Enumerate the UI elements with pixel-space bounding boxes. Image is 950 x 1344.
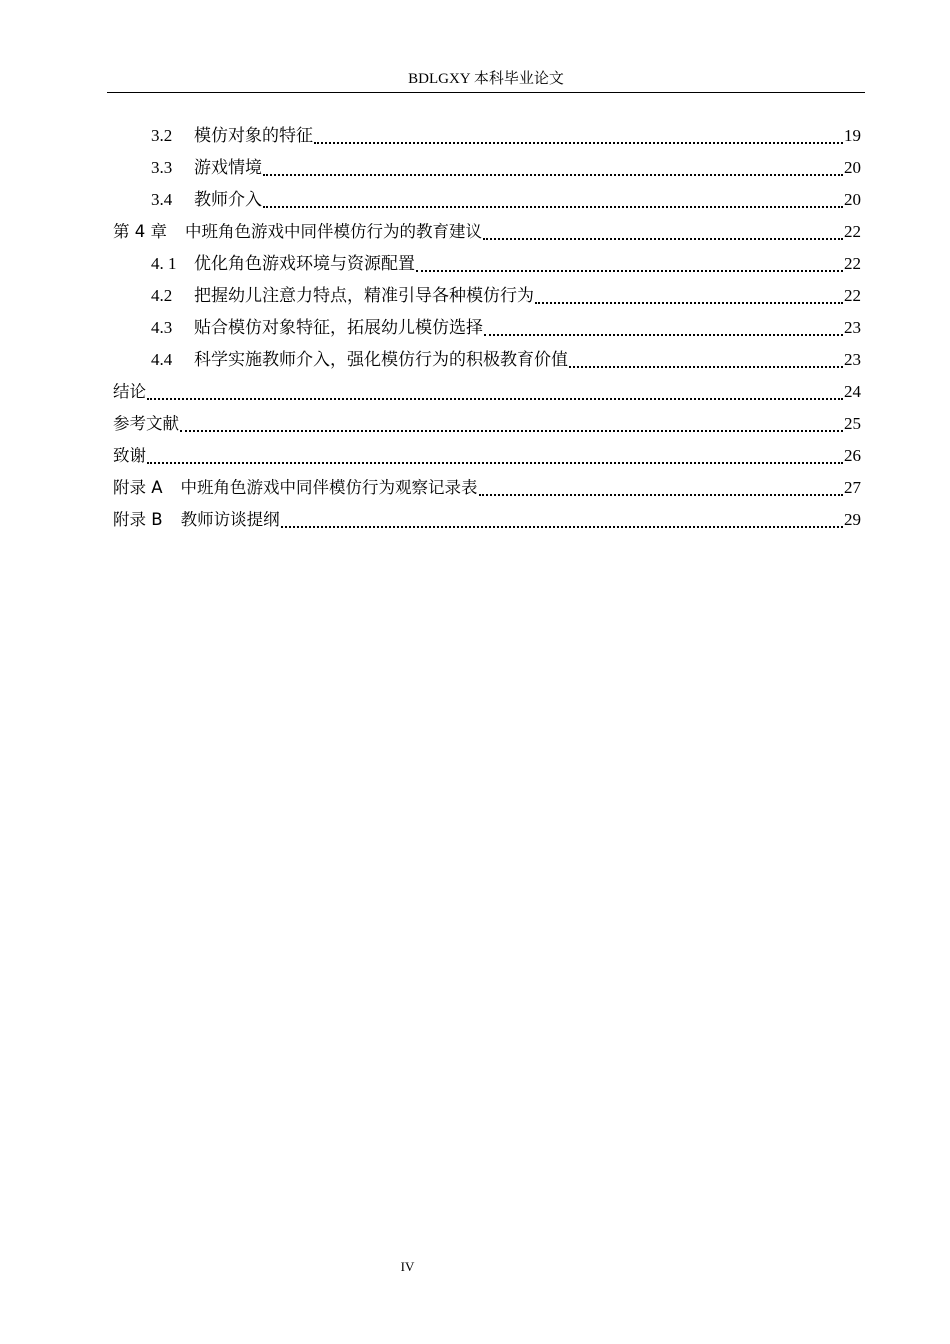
toc-entry-number: 4.4 (151, 350, 173, 369)
toc-entry-number: 4. 1 (151, 254, 177, 273)
toc-entry-title: 模仿对象的特征 (194, 126, 313, 145)
toc-entry-page: 22 (844, 222, 861, 241)
toc-entry[interactable] (113, 341, 861, 373)
toc-entry-page: 22 (844, 254, 861, 273)
footer-page-number: IV (400, 1259, 415, 1274)
toc-entry-title: 贴合模仿对象特征，拓展幼儿模仿选择 (194, 318, 483, 337)
toc-entry-page: 27 (844, 478, 861, 497)
toc-entry-title: 致谢 (113, 446, 146, 465)
toc-entry-page: 22 (844, 286, 861, 305)
toc-chapter-entry[interactable] (113, 469, 861, 501)
toc-entry-title: 教师访谈提纲 (180, 510, 280, 529)
toc-entry-page: 24 (844, 382, 861, 401)
page-header (107, 66, 865, 93)
toc-entry[interactable] (113, 181, 861, 213)
toc-entry-title: 结论 (113, 382, 146, 401)
toc-dot-leader (479, 480, 843, 496)
toc-entry-number: 附录 A (113, 478, 163, 497)
toc-entry-title: 把握幼儿注意力特点，精准引导各种模仿行为 (194, 286, 534, 305)
toc-entry-number: 3.3 (151, 158, 173, 177)
toc-dot-leader (147, 448, 843, 464)
toc-entry[interactable] (113, 117, 861, 149)
toc-entry[interactable] (113, 245, 861, 277)
toc-entry[interactable] (113, 149, 861, 181)
toc-entry-page: 23 (844, 318, 861, 337)
toc-entry[interactable] (113, 277, 861, 309)
toc-chapter-entry[interactable] (113, 213, 861, 245)
toc-entry-page: 23 (844, 350, 861, 369)
toc-entry-page: 20 (844, 190, 861, 209)
page-footer (0, 1259, 815, 1275)
header-text: BDLGXY 本科毕业论文 (408, 71, 564, 87)
toc-entry-title: 教师介入 (194, 190, 262, 209)
toc-chapter-entry[interactable] (113, 501, 861, 533)
toc-chapter-entry[interactable] (113, 405, 861, 437)
toc-chapter-entry[interactable] (113, 437, 861, 469)
toc-entry-number: 4.3 (151, 318, 173, 337)
toc-dot-leader (263, 192, 843, 208)
toc-dot-leader (147, 384, 843, 400)
toc-entry-title: 参考文献 (113, 414, 179, 433)
toc-entry-title: 中班角色游戏中同伴模仿行为观察记录表 (180, 478, 478, 497)
toc-entry-number: 附录 B (113, 510, 163, 529)
toc-dot-leader (263, 160, 843, 176)
toc-dot-leader (314, 128, 843, 144)
toc-entry-page: 29 (844, 510, 861, 529)
toc-chapter-entry[interactable] (113, 373, 861, 405)
toc-entry-number: 第 4 章 (113, 222, 167, 241)
table-of-contents (113, 117, 861, 533)
toc-entry-number: 3.2 (151, 126, 173, 145)
toc-entry-title: 科学实施教师介入，强化模仿行为的积极教育价值 (194, 350, 568, 369)
toc-entry-title: 优化角色游戏环境与资源配置 (194, 254, 415, 273)
toc-entry-number: 4.2 (151, 286, 173, 305)
toc-dot-leader (535, 288, 843, 304)
toc-dot-leader (484, 320, 843, 336)
toc-entry-title: 中班角色游戏中同伴模仿行为的教育建议 (185, 222, 482, 241)
toc-dot-leader (569, 352, 843, 368)
toc-dot-leader (180, 416, 843, 432)
toc-dot-leader (483, 224, 843, 240)
toc-entry-page: 26 (844, 446, 861, 465)
toc-entry-page: 25 (844, 414, 861, 433)
toc-entry-page: 20 (844, 158, 861, 177)
toc-entry-number: 3.4 (151, 190, 173, 209)
toc-dot-leader (416, 256, 843, 272)
toc-dot-leader (281, 512, 843, 528)
toc-entry-title: 游戏情境 (194, 158, 262, 177)
toc-entry[interactable] (113, 309, 861, 341)
toc-entry-page: 19 (844, 126, 861, 145)
